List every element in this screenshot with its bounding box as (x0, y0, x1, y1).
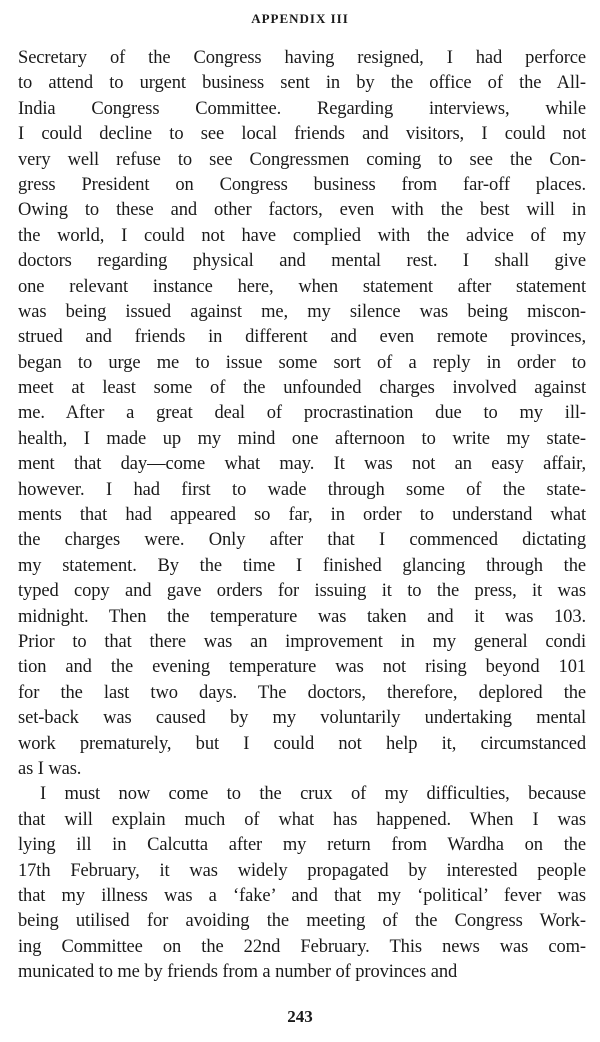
text-line: very well refuse to see Congressmen coming to see the Con- (18, 149, 586, 170)
text-line: for the last two days. The doctors, therefore, deplored the (18, 682, 586, 703)
text-line: to attend to urgent business sent in by the office of the All- (18, 73, 586, 94)
text-line: work prematurely, but I could not help it, circumstanced (18, 733, 586, 754)
text-line: that my illness was a ‘fake’ and that my ‘political’ fever was (18, 885, 586, 906)
text-line: 17th February, it was widely propagated by interested people (18, 860, 586, 881)
page-number: 243 (287, 1007, 313, 1026)
running-head: APPENDIX III (251, 11, 349, 26)
text-line: the charges were. Only after that I commenced dictating (18, 530, 586, 551)
text-line: however. I had first to wade through some of the state- (18, 479, 586, 500)
text-line: being utilised for avoiding the meeting of the Congress Work- (18, 911, 586, 932)
text-line: India Congress Committee. Regarding interviews, while (18, 98, 586, 119)
text-line: as I was. (18, 758, 82, 779)
text-line: ing Committee on the 22nd February. This news was com- (18, 936, 586, 957)
text-line: municated to me by friends from a number of provinces and (18, 962, 458, 983)
text-line: that will explain much of what has happened. When I was (18, 809, 586, 830)
paragraph-2 (18, 782, 586, 985)
paragraph-1 (18, 46, 586, 782)
text-line: Prior to that there was an improvement in my general condi (18, 631, 586, 652)
text-line: gress President on Congress business from far-off places. (18, 174, 586, 195)
text-line: the world, I could not have complied with the advice of my (18, 225, 586, 246)
text-line: I must now come to the crux of my difficulties, because (40, 784, 586, 805)
text-line: was being issued against me, my silence was being miscon- (18, 301, 586, 322)
text-line: set-back was caused by my voluntarily undertaking mental (18, 708, 586, 729)
text-line: ment that day—come what may. It was not an easy affair, (18, 454, 586, 475)
text-line: midnight. Then the temperature was taken and it was 103. (18, 606, 586, 627)
text-line: began to urge me to issue some sort of a reply in order to (18, 352, 586, 373)
text-line: doctors regarding physical and mental rest. I shall give (18, 251, 586, 272)
text-line: me. After a great deal of procrastination due to my ill- (18, 403, 586, 424)
text-line: strued and friends in different and even remote provinces, (18, 327, 586, 348)
text-line: ments that had appeared so far, in order to understand what (18, 505, 586, 526)
text-line: my statement. By the time I finished glancing through the (18, 555, 586, 576)
text-line: Owing to these and other factors, even with the best will in (18, 200, 586, 221)
text-line: I could decline to see local friends and visitors, I could not (18, 124, 586, 145)
text-line: one relevant instance here, when statement after statement (18, 276, 586, 297)
text-line: tion and the evening temperature was not rising beyond 101 (18, 657, 586, 678)
text-line: lying ill in Calcutta after my return from Wardha on the (18, 835, 586, 856)
text-line: typed copy and gave orders for issuing it to the press, it was (18, 581, 586, 602)
text-line: health, I made up my mind one afternoon to write my state- (18, 428, 586, 449)
text-line: meet at least some of the unfounded charges involved against (18, 378, 586, 399)
body-text (18, 46, 586, 985)
text-line: Secretary of the Congress having resigned, I had perforce (18, 48, 586, 68)
